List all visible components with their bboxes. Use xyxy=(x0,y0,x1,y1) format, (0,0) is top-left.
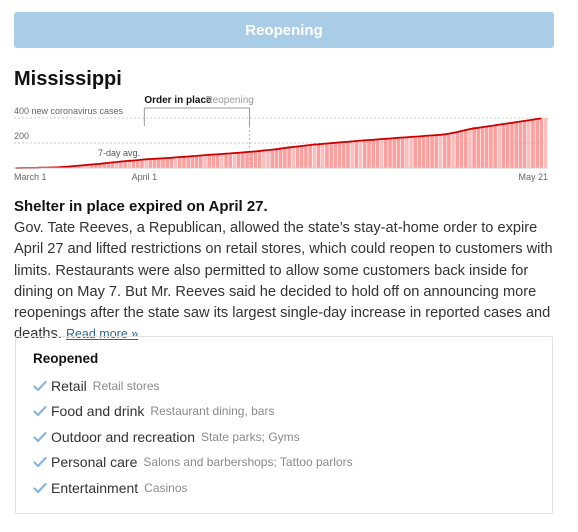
case-bar xyxy=(191,157,195,169)
case-bar xyxy=(207,154,211,168)
case-bar xyxy=(371,140,375,168)
reopened-list xyxy=(33,373,353,501)
check-icon xyxy=(33,456,47,468)
case-bar xyxy=(401,138,405,168)
case-bar xyxy=(447,134,451,168)
case-bar xyxy=(392,138,396,168)
read-more-link[interactable]: Read more » xyxy=(65,327,139,342)
case-bar xyxy=(430,136,434,169)
case-bar xyxy=(199,156,203,168)
case-bar xyxy=(342,142,346,168)
avg-label: 7-day avg. xyxy=(98,148,141,158)
state-title: Mississippi xyxy=(14,68,122,90)
case-bar xyxy=(350,142,354,169)
case-bar xyxy=(397,138,401,168)
case-bar xyxy=(283,147,287,168)
case-bar xyxy=(367,140,371,168)
case-bar xyxy=(321,144,325,168)
case-bar xyxy=(510,123,514,168)
case-bar xyxy=(149,159,153,168)
case-bar xyxy=(489,126,493,168)
reopened-category: Food and drink xyxy=(51,403,145,420)
case-bar xyxy=(241,152,245,168)
check-icon xyxy=(33,482,47,494)
case-bar xyxy=(502,124,506,168)
case-bar xyxy=(544,118,548,168)
case-bar xyxy=(258,150,262,168)
case-bar xyxy=(287,146,291,168)
x-tick-label: April 1 xyxy=(131,172,158,182)
cases-chart xyxy=(0,88,578,188)
x-tick-label: May 21 xyxy=(518,172,548,182)
check-icon xyxy=(33,431,47,443)
reopened-category: Outdoor and recreation xyxy=(51,428,195,445)
case-bar xyxy=(506,124,510,168)
case-bar xyxy=(144,160,148,169)
case-bar xyxy=(498,125,502,168)
reopening-label: Reopening xyxy=(205,95,254,106)
case-bar xyxy=(481,127,485,168)
case-bar xyxy=(262,149,266,168)
case-bar xyxy=(523,121,527,168)
case-bar xyxy=(216,155,220,169)
case-bar xyxy=(455,132,459,168)
order-in-place-label: Order in place xyxy=(144,95,212,106)
case-bar xyxy=(308,145,312,169)
case-bar xyxy=(472,127,476,168)
reopened-category: Personal care xyxy=(51,454,138,471)
case-bar xyxy=(384,139,388,168)
case-bar xyxy=(212,156,216,169)
case-bar xyxy=(355,141,359,168)
case-bar xyxy=(132,161,136,168)
reopened-category: Entertainment xyxy=(51,479,139,496)
case-bar xyxy=(409,137,413,168)
case-bar xyxy=(292,146,296,168)
case-bar xyxy=(123,161,127,168)
case-bar xyxy=(329,143,333,168)
check-icon xyxy=(33,380,47,392)
article-body-text: Gov. Tate Reeves, a Republican, allowed the state’s stay-at-home order to expire April 27 and lifted restrictions on retail stores, which could reopen to customers with limits. Restaurants were also permitted to allow some customers back inside for dining on May 7. But Mr. Reeves said he decided to hold off on announcing more reopenings after the state saw its largest single-day increase in reported cases and deaths. xyxy=(14,220,553,343)
case-bar xyxy=(388,139,392,168)
reopened-detail: Casinos xyxy=(144,480,188,495)
case-bar xyxy=(270,150,274,169)
case-bar xyxy=(527,121,531,169)
case-bar xyxy=(514,122,518,168)
reopened-detail: State parks; Gyms xyxy=(200,429,300,444)
reopened-item xyxy=(33,424,353,450)
article-headline: Shelter in place expired on April 27. xyxy=(14,198,268,215)
case-bar xyxy=(434,135,438,168)
case-bar xyxy=(300,145,304,168)
y-tick-label: 400 new coronavirus cases xyxy=(14,106,124,116)
case-bar xyxy=(220,154,224,168)
case-bar xyxy=(237,154,241,168)
case-bar xyxy=(443,134,447,168)
case-bar xyxy=(266,149,270,168)
case-bar xyxy=(275,148,279,168)
reopened-item xyxy=(33,450,353,476)
case-bar xyxy=(182,156,186,168)
case-bar xyxy=(519,122,523,168)
case-bar xyxy=(451,133,455,168)
case-bar xyxy=(233,153,237,168)
case-bar xyxy=(540,119,544,168)
case-bar xyxy=(380,139,384,168)
case-bar xyxy=(363,141,367,169)
reopened-category: Retail xyxy=(51,377,87,394)
check-icon xyxy=(33,405,47,417)
case-bar xyxy=(493,126,497,169)
case-bar xyxy=(418,137,422,169)
reopened-item xyxy=(33,373,353,399)
reopened-detail: Salons and barbershops; Tattoo parlors xyxy=(143,455,353,470)
case-bar xyxy=(405,137,409,168)
case-bar xyxy=(203,155,207,168)
case-bar xyxy=(170,157,174,168)
case-bar xyxy=(174,158,178,168)
case-bar xyxy=(249,153,253,168)
case-bar xyxy=(279,147,283,168)
case-bar xyxy=(195,156,199,169)
case-bar xyxy=(157,159,161,168)
reopened-detail: Restaurant dining, bars xyxy=(150,404,275,419)
case-bar xyxy=(178,157,182,168)
case-bar xyxy=(460,131,464,169)
case-bar xyxy=(485,127,489,168)
case-bar xyxy=(531,120,535,168)
case-bar xyxy=(426,136,430,168)
y-tick-label: 200 xyxy=(14,131,30,141)
case-bar xyxy=(304,145,308,168)
case-bar xyxy=(359,141,363,168)
case-bar xyxy=(413,137,417,168)
x-tick-label: March 1 xyxy=(14,172,47,182)
case-bar xyxy=(334,143,338,168)
case-bar xyxy=(464,129,468,168)
case-bar xyxy=(338,142,342,168)
status-label: Reopening xyxy=(245,21,323,39)
case-bar xyxy=(439,135,443,168)
reopened-item xyxy=(33,475,353,501)
case-bar xyxy=(165,158,169,168)
case-bar xyxy=(346,142,350,168)
case-bar xyxy=(161,159,165,168)
case-bar xyxy=(254,151,258,169)
case-bar xyxy=(422,136,426,168)
case-bar xyxy=(325,143,329,168)
case-bar xyxy=(224,154,228,168)
case-bar xyxy=(317,144,321,168)
article-body xyxy=(14,218,562,346)
reopened-panel xyxy=(15,336,553,514)
case-bar xyxy=(228,153,232,168)
reopened-item xyxy=(33,399,353,425)
case-bar xyxy=(313,144,317,168)
reopened-title: Reopened xyxy=(33,351,99,366)
case-bar xyxy=(245,152,249,168)
case-bar xyxy=(468,128,472,168)
case-bar xyxy=(296,146,300,169)
reopened-detail: Retail stores xyxy=(92,378,160,393)
reopening-status-banner xyxy=(14,12,554,48)
case-bar xyxy=(477,128,481,168)
case-bar xyxy=(535,119,539,168)
case-bar xyxy=(376,140,380,169)
case-bar xyxy=(186,157,190,168)
